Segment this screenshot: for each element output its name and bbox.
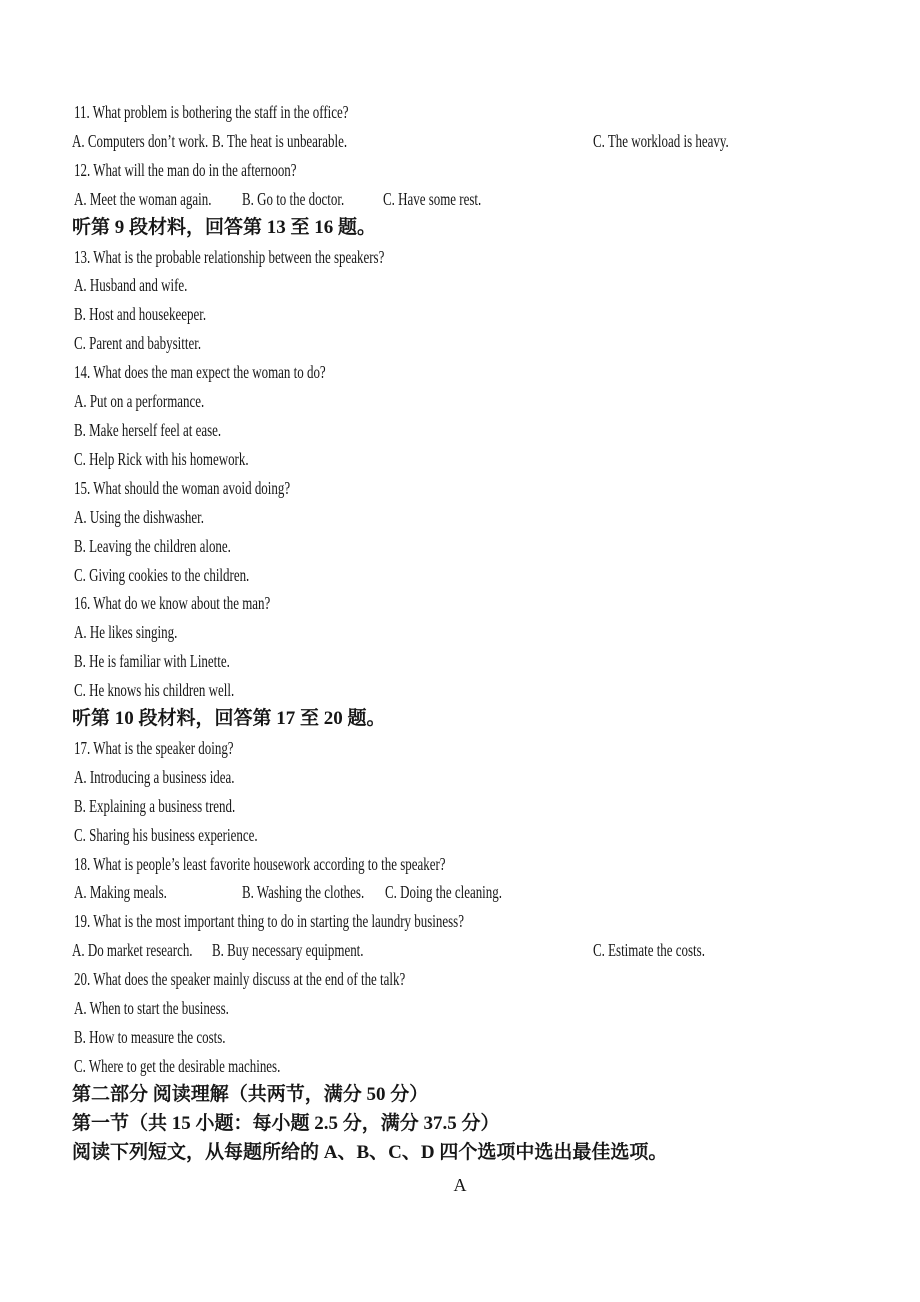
q15-option-c: [0, 561, 920, 590]
q13-question: [0, 243, 920, 272]
q16-option-c: [0, 676, 920, 705]
q14-question: [0, 358, 920, 387]
q18-question: [0, 850, 920, 879]
q20-option-a: [0, 994, 920, 1023]
q20-option-c-text: C. Where to get the desirable machines.: [74, 1055, 281, 1076]
q12-question-text: 12. What will the man do in the afternoon?: [74, 159, 297, 180]
q14-option-c-text: C. Help Rick with his homework.: [74, 448, 249, 469]
passage-a-label-text: A: [453, 1174, 467, 1195]
q14-option-c: [0, 445, 920, 474]
q17-option-a-text: A. Introducing a business idea.: [74, 766, 235, 787]
q12-option-c: C. Have some rest.: [383, 188, 482, 209]
q17-option-b: [0, 792, 920, 821]
q19-options-row: [0, 936, 920, 965]
q16-option-a-text: A. He likes singing.: [74, 622, 178, 643]
q17-option-b-text: B. Explaining a business trend.: [74, 795, 236, 816]
q18-question-text: 18. What is people’s least favorite housework according to the speaker?: [74, 853, 446, 874]
q11-option-a: A. Computers don’t work.: [72, 130, 209, 151]
q14-option-b-text: B. Make herself feel at ease.: [74, 419, 222, 440]
q20-option-b: [0, 1023, 920, 1052]
q19-option-b: B. Buy necessary equipment.: [212, 940, 364, 961]
section1-header-text: 第一节（共 15 小题：每小题 2.5 分，满分 37.5 分）: [72, 1112, 500, 1134]
material-10-header: [0, 705, 920, 734]
reading-instruction-text: 阅读下列短文，从每题所给的 A、B、C、D 四个选项中选出最佳选项。: [72, 1141, 668, 1163]
q20-question: [0, 965, 920, 994]
q15-option-b-text: B. Leaving the children alone.: [74, 535, 231, 556]
part2-header: [0, 1081, 920, 1110]
q15-option-a-text: A. Using the dishwasher.: [74, 506, 204, 527]
q16-option-c-text: C. He knows his children well.: [74, 680, 235, 701]
q13-option-c: [0, 329, 920, 358]
q20-option-b-text: B. How to measure the costs.: [74, 1027, 226, 1047]
q17-option-c: [0, 821, 920, 850]
q19-question: [0, 907, 920, 936]
q16-option-b: [0, 647, 920, 676]
q12-option-b: B. Go to the doctor.: [242, 188, 345, 209]
q15-question-text: 15. What should the woman avoid doing?: [74, 477, 291, 498]
material-10-header-text: 听第 10 段材料，回答第 17 至 20 题。: [72, 708, 386, 730]
q16-option-b-text: B. He is familiar with Linette.: [74, 651, 230, 672]
exam-content: [0, 98, 920, 1199]
material-9-header: [0, 214, 920, 243]
q13-option-a-text: A. Husband and wife.: [74, 275, 188, 296]
q20-question-text: 20. What does the speaker mainly discuss at the end of the talk?: [74, 969, 406, 990]
q15-question: [0, 474, 920, 503]
q20-option-c: [0, 1052, 920, 1081]
q13-question-text: 13. What is the probable relationship between the speakers?: [74, 246, 385, 267]
q11-question: [0, 98, 920, 127]
q13-option-a: [0, 271, 920, 300]
q18-option-a: A. Making meals.: [74, 882, 167, 903]
q19-option-a: A. Do market research.: [72, 940, 193, 961]
q14-option-a-text: A. Put on a performance.: [74, 391, 205, 412]
q20-option-a-text: A. When to start the business.: [74, 998, 229, 1019]
section1-header: [0, 1110, 920, 1139]
q11-options-row: [0, 127, 920, 156]
q14-question-text: 14. What does the man expect the woman to do?: [74, 362, 326, 383]
q17-question-text: 17. What is the speaker doing?: [74, 737, 234, 758]
q11-option-c: C. The workload is heavy.: [593, 130, 729, 151]
q13-option-b: [0, 300, 920, 329]
q12-options-row: [0, 185, 920, 214]
q15-option-a: [0, 503, 920, 532]
q12-question: [0, 156, 920, 185]
q18-options-row: [0, 878, 920, 907]
q17-option-a: [0, 763, 920, 792]
q16-question: [0, 589, 920, 618]
q11-option-b: B. The heat is unbearable.: [212, 130, 348, 151]
q19-question-text: 19. What is the most important thing to do in starting the laundry business?: [74, 911, 464, 932]
q18-option-c: C. Doing the cleaning.: [385, 882, 502, 903]
q13-option-b-text: B. Host and housekeeper.: [74, 304, 207, 325]
q15-option-b: [0, 532, 920, 561]
q12-option-a: A. Meet the woman again.: [74, 188, 212, 209]
q15-option-c-text: C. Giving cookies to the children.: [74, 564, 250, 585]
q16-question-text: 16. What do we know about the man?: [74, 593, 271, 614]
reading-instruction: [0, 1139, 920, 1168]
q14-option-b: [0, 416, 920, 445]
q14-option-a: [0, 387, 920, 416]
q13-option-c-text: C. Parent and babysitter.: [74, 333, 202, 354]
q17-option-c-text: C. Sharing his business experience.: [74, 824, 258, 845]
part2-header-text: 第二部分 阅读理解（共两节，满分 50 分）: [72, 1083, 429, 1105]
q18-option-b: B. Washing the clothes.: [242, 882, 365, 903]
q16-option-a: [0, 618, 920, 647]
q17-question: [0, 734, 920, 763]
q11-question-text: 11. What problem is bothering the staff in the office?: [74, 102, 349, 122]
passage-a-label: [0, 1171, 920, 1200]
q19-option-c: C. Estimate the costs.: [593, 940, 705, 961]
material-9-header-text: 听第 9 段材料，回答第 13 至 16 题。: [72, 216, 377, 238]
